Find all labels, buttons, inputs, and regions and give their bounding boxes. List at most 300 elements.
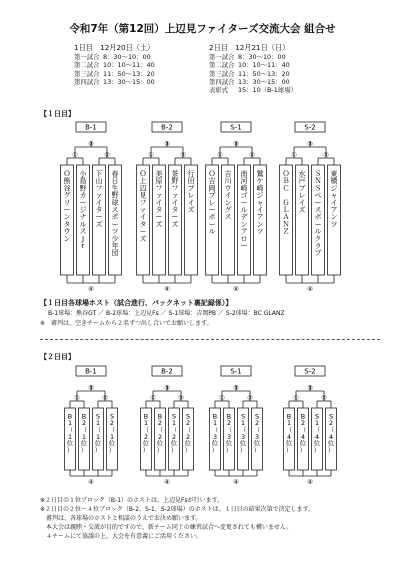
team-name-char: 位 <box>170 439 178 448</box>
day1-schedule-slot-time: 8：30～10：00 <box>103 53 151 62</box>
team-name-char: ズ <box>298 206 306 214</box>
team-name-char: 2 <box>157 419 163 428</box>
team-name-char: B <box>212 412 218 421</box>
team-name-char: ス <box>314 206 322 214</box>
team-name-char: ツ <box>330 220 338 229</box>
team-name-char: 1 <box>314 419 320 428</box>
team-name-char: ァ <box>171 191 179 200</box>
team-name-char: ー <box>171 213 179 222</box>
team-name-char: ウ <box>63 227 71 236</box>
team-name-char: 1 <box>212 419 218 428</box>
day1-schedule-slot-label: 第四試合 <box>74 77 100 86</box>
team-name-char: ズ <box>187 206 195 214</box>
game-number: ② <box>321 394 327 402</box>
team-name-char: 1 <box>143 419 149 428</box>
team-name-char: リ <box>63 198 71 207</box>
team-name-char: ー <box>95 213 103 222</box>
team-name-char: B <box>300 412 306 421</box>
page-title: 令和7年（第12回）上辺見ファイターズ交流大会 組合せ <box>69 23 336 35</box>
team-name-char: S <box>171 412 177 421</box>
team-name-char: ン <box>224 198 232 207</box>
game-number: ① <box>291 151 297 159</box>
team-name-char: Ｏ <box>282 170 290 178</box>
game-number: ③ <box>164 384 170 392</box>
team-name-char: ル <box>240 206 248 214</box>
team-name-char: 吉 <box>224 170 232 178</box>
team-name-char: ） <box>156 446 164 455</box>
team-name-char: （ <box>66 426 74 434</box>
game-number: ① <box>74 394 80 402</box>
day2-schedule-slot-label: 第一試合 <box>209 53 235 62</box>
team-name-char: ー <box>63 206 71 214</box>
team-name-char: （ <box>313 426 321 434</box>
team-name-char: 鷲 <box>256 170 264 178</box>
team-name-char: ズ <box>155 220 163 229</box>
team-name-char: （ <box>170 426 178 434</box>
team-name-char: ラ <box>314 242 322 250</box>
team-name-char: 1 <box>95 419 101 428</box>
team-name-char: 2 <box>226 419 232 428</box>
team-name-char: ス <box>224 213 232 222</box>
team-name-char: ブ <box>187 184 195 193</box>
team-name-char: フ <box>95 184 103 193</box>
team-name-char: （ <box>225 426 233 434</box>
team-name-char: Ｇ <box>282 198 290 207</box>
team-name-char: （ <box>184 426 192 434</box>
team-name-char: 位 <box>285 439 293 448</box>
day2-schedule-slot-time: 8：30～10：00 <box>238 53 286 62</box>
team-name-char: 位 <box>211 439 219 448</box>
team-name-char: 野 <box>171 177 179 186</box>
team-name-char: 位 <box>239 439 247 448</box>
block-name: S-1 <box>230 123 242 132</box>
team-name-char: 水 <box>298 170 306 178</box>
team-name-char: 生 <box>111 184 119 193</box>
game-number: ③ <box>88 140 94 148</box>
game-number: ④ <box>88 285 94 293</box>
team-name-char: ズ <box>171 220 179 229</box>
team-name-char: ー <box>79 198 87 207</box>
team-name-char: ー <box>314 198 322 207</box>
team-name-char: （ <box>80 426 88 434</box>
team-name-char: 2 <box>171 432 177 441</box>
team-name-char: （ <box>253 426 261 434</box>
team-name-char: （ <box>156 426 164 434</box>
team-name-char: イ <box>298 198 306 207</box>
team-name-char: 団 <box>111 249 119 258</box>
team-name-char: B <box>226 412 232 421</box>
team-name-char: 1 <box>81 432 87 441</box>
team-name-char: 位 <box>108 439 116 448</box>
game-number: ④ <box>233 285 239 293</box>
hosts-heading: 【１日目各球場ホスト（試合進行、バックネット裏記録係）】 <box>40 299 233 307</box>
team-name-char: S <box>328 412 334 421</box>
team-name-char: ャ <box>330 191 338 200</box>
team-name-char: Ｓ <box>314 184 322 193</box>
team-name-char: 4 <box>286 432 292 441</box>
team-name-char: タ <box>63 220 71 229</box>
team-name-char: 1 <box>240 419 246 428</box>
block-name: S-2 <box>304 367 316 376</box>
team-name-char: ナ <box>79 213 87 222</box>
team-name-char: S <box>314 412 320 421</box>
day1-label: 【１日目】 <box>40 110 75 118</box>
team-name-char: （ <box>327 426 335 434</box>
team-name-char: イ <box>187 198 195 207</box>
game-number: ① <box>293 394 299 402</box>
day2-schedule-slot-time: 13：30～15：00 <box>238 77 290 86</box>
team-name-char: 2 <box>157 432 163 441</box>
team-name-char: ズ <box>95 220 103 229</box>
team-name-char: ） <box>239 446 247 455</box>
day1-schedule-slot-label: 第一試合 <box>74 53 100 62</box>
team-name-char: ス <box>111 206 119 214</box>
team-name-char: B <box>157 412 163 421</box>
team-name-char: Ｏ <box>63 170 71 178</box>
team-name-char: 美 <box>155 170 163 178</box>
day1-schedule-slot-label: 第三試合 <box>74 69 100 78</box>
team-name-char: ウ <box>224 184 232 193</box>
team-name-char: 吉 <box>208 177 216 186</box>
hosts-line: B-1球場：熊谷GT ／ B-2球場：上辺見Fs ／ S-1球場：吉岡PB ／ S-2球場：BC GLANZ <box>48 310 285 317</box>
team-name-char: タ <box>155 206 163 214</box>
team-name-char: 2 <box>328 419 334 428</box>
day2-schedule-slot-time: 15：10（B-1球場） <box>238 86 297 95</box>
team-name-char: 春 <box>111 170 119 178</box>
block-name: S-1 <box>230 367 242 376</box>
game-number: ④ <box>164 478 170 486</box>
team-name-char: 4 <box>300 432 306 441</box>
team-name-char: イ <box>330 198 338 207</box>
game-number: ③ <box>307 140 313 148</box>
team-name-char: ロ <box>240 234 248 243</box>
team-name-char: フ <box>155 184 163 193</box>
day2-schedule-slot-label: 第二試合 <box>209 61 235 70</box>
note-line: ※２日目の１位ブロック（B-1）のホストは、上辺見Fsが行います。 <box>40 497 224 504</box>
day2-schedule-header: 2日目 12月21日（日） <box>209 43 290 52</box>
team-name-char: ジ <box>79 206 87 214</box>
team-name-char: タ <box>171 206 179 214</box>
team-name-char: B <box>67 412 73 421</box>
team-name-char: ） <box>184 446 192 455</box>
team-name-char: ） <box>94 446 102 455</box>
game-number: ② <box>323 151 329 159</box>
team-name-char: フ <box>139 198 147 207</box>
team-name-char: Ｏ <box>208 170 216 178</box>
team-name-char: ） <box>253 446 261 455</box>
team-name-char: ャ <box>256 198 264 207</box>
team-name-char: 2 <box>300 419 306 428</box>
team-name-char: 日 <box>111 177 119 186</box>
team-name-char: 岡 <box>208 184 216 193</box>
team-name-char: 崎 <box>240 184 248 193</box>
team-name-char: ズ <box>139 234 147 243</box>
team-name-char: 1 <box>109 432 115 441</box>
team-name-char: 位 <box>253 439 261 448</box>
team-name-char: 位 <box>94 439 102 448</box>
team-name-char: 年 <box>111 242 119 250</box>
team-name-char: 2 <box>143 432 149 441</box>
team-name-char: （ <box>94 426 102 434</box>
game-number: ④ <box>307 478 313 486</box>
team-name-char: ） <box>142 446 150 455</box>
team-name-char: 球 <box>111 198 119 207</box>
team-name-char: 少 <box>111 234 119 243</box>
team-name-char: ー <box>208 206 216 214</box>
team-name-char: 2 <box>185 432 191 441</box>
team-name-char: 野 <box>79 184 87 193</box>
team-name-char: 位 <box>80 439 88 448</box>
team-name-char: ー <box>314 220 322 229</box>
team-name-char: Ａ <box>282 213 290 222</box>
team-name-char: ー <box>240 198 248 207</box>
team-name-char: 河 <box>240 177 248 186</box>
team-name-char: 位 <box>313 439 321 448</box>
team-name-char: ン <box>256 220 264 229</box>
block-name: B-1 <box>85 367 97 376</box>
team-name-char: ル <box>208 227 216 236</box>
team-name-char: 戸 <box>298 177 306 186</box>
team-name-char: 川 <box>224 177 232 186</box>
team-name-char: ） <box>170 446 178 455</box>
team-name-char: ボ <box>314 213 322 222</box>
day2-schedule-slot-label: 第四試合 <box>209 77 235 86</box>
team-name-char: ） <box>299 446 307 455</box>
team-name-char: 1 <box>67 432 73 441</box>
team-name-char: ア <box>240 227 248 236</box>
team-name-char: 小 <box>79 170 87 178</box>
team-name-char: S <box>185 412 191 421</box>
team-name-char: Ｎ <box>314 177 322 186</box>
team-name-char: ー <box>155 213 163 222</box>
team-name-char: タ <box>95 206 103 214</box>
team-name-char: 2 <box>185 419 191 428</box>
team-name-char: ン <box>240 220 248 229</box>
team-name-char: ス <box>79 227 87 236</box>
note-line: 本大会は親睦・交流が目的ですので、新チーム同士の練習試合へ変更されても構いません。 <box>40 524 293 531</box>
team-name-char: 3 <box>212 432 218 441</box>
team-name-char: Ｎ <box>282 220 290 229</box>
team-name-char: ケ <box>256 177 264 186</box>
team-name-char: ー <box>240 242 248 250</box>
note-line: ※２日目の２位～４位ブロック（B-2、S-1、S-2球場）のホストは、１日目の結果次第で決定します。 <box>40 506 315 513</box>
team-name-char: 位 <box>66 439 74 448</box>
team-name-char: レ <box>298 191 306 200</box>
team-name-char: ） <box>313 446 321 455</box>
team-name-char: ジ <box>256 191 264 200</box>
team-name-char: 3 <box>226 432 232 441</box>
team-name-char: （ <box>299 426 307 434</box>
team-name-char: （ <box>211 426 219 434</box>
team-name-char: （ <box>285 426 293 434</box>
team-name-char: 辺 <box>139 184 147 193</box>
team-name-char: 行 <box>187 170 195 178</box>
team-name-char: グ <box>63 191 71 200</box>
team-name-char: 4 <box>328 432 334 441</box>
team-name-char: B <box>286 412 292 421</box>
team-name-char: カ <box>79 191 87 200</box>
team-name-char: 上 <box>139 177 147 186</box>
team-name-char: ） <box>66 446 74 455</box>
team-name-char: ベ <box>314 191 322 200</box>
team-name-char: ァ <box>155 191 163 200</box>
day2-schedule-slot-time: 11：50～13：20 <box>238 69 290 78</box>
team-name-char: ジ <box>330 184 338 193</box>
team-name-char: ） <box>108 446 116 455</box>
team-name-char: 位 <box>225 439 233 448</box>
team-name-char: 2 <box>81 419 87 428</box>
day2-schedule-slot-label: 表彰式 <box>209 86 229 95</box>
team-name-char: 野 <box>111 191 119 200</box>
divider <box>40 339 380 340</box>
game-number: ② <box>249 151 255 159</box>
team-name-char: ァ <box>95 191 103 200</box>
team-name-char: 東 <box>330 170 338 178</box>
team-name-char: r <box>81 242 85 250</box>
team-name-char: Ｌ <box>282 206 290 214</box>
day1-schedule-slot-label: 第二試合 <box>74 61 100 70</box>
team-name-char: 3 <box>254 432 260 441</box>
team-name-char: Ｓ <box>314 170 322 178</box>
team-name-char: S <box>240 412 246 421</box>
team-name-char: 下 <box>95 170 103 178</box>
team-name-char: ） <box>285 446 293 455</box>
game-number: ② <box>104 151 110 159</box>
team-name-char: ） <box>80 446 88 455</box>
team-name-char: 2 <box>109 419 115 428</box>
team-name-char: 見 <box>139 191 147 200</box>
game-number: ④ <box>307 285 313 293</box>
team-name-char: 熊 <box>63 177 71 186</box>
team-name-char: ー <box>208 220 216 229</box>
game-number: ② <box>178 394 184 402</box>
team-name-char: ブ <box>298 184 306 193</box>
team-name-char: B <box>81 412 87 421</box>
team-name-char: （ <box>239 426 247 434</box>
game-number: ② <box>180 151 186 159</box>
game-number: ③ <box>88 384 94 392</box>
game-number: ③ <box>307 384 313 392</box>
team-name-char: ァ <box>139 206 147 214</box>
team-name-char: S <box>109 412 115 421</box>
day2-schedule-slot-time: 10：10～11：40 <box>238 61 290 70</box>
team-name-char: 1 <box>171 419 177 428</box>
team-name-char: 崎 <box>256 184 264 193</box>
team-name-char: ツ <box>256 227 264 236</box>
team-name-char: 田 <box>187 177 195 186</box>
day1-schedule-slot-time: 11：50～13：20 <box>103 69 155 78</box>
team-name-char: レ <box>208 198 216 207</box>
team-name-char: フ <box>171 184 179 193</box>
team-name-char: 原 <box>155 177 163 186</box>
team-name-char: 1 <box>286 419 292 428</box>
game-number: ② <box>247 394 253 402</box>
block-name: S-2 <box>304 123 316 132</box>
team-name-char: イ <box>155 198 163 207</box>
team-name-char: レ <box>187 191 195 200</box>
team-name-char: ） <box>211 446 219 455</box>
note-line: 審判は、各球場のホストと相談のうえでお決め願います。 <box>40 515 202 522</box>
block-name: B-2 <box>161 123 173 132</box>
game-number: ③ <box>164 140 170 148</box>
referee-note: ※ 審判は、空きチームから２名ずつ出し合いでお願いします。 <box>40 320 213 327</box>
day1-schedule-slot-time: 13：30～15：00 <box>103 77 155 86</box>
game-number: ① <box>219 394 225 402</box>
team-name-char: Ｏ <box>139 170 147 178</box>
team-name-char: 山 <box>95 177 103 186</box>
game-number: ④ <box>164 285 170 293</box>
team-name-char: 位 <box>142 439 150 448</box>
block-name: B-2 <box>161 367 173 376</box>
team-name-char: Ｂ <box>282 177 290 186</box>
team-name-char: 4 <box>314 432 320 441</box>
day2-schedule-slot-label: 第三試合 <box>209 69 235 78</box>
team-name-char: 2 <box>254 419 260 428</box>
team-name-char: J <box>81 234 85 243</box>
team-name-char: （ <box>142 426 150 434</box>
game-number: ③ <box>233 384 239 392</box>
team-name-char: イ <box>139 213 147 222</box>
team-name-char: 1 <box>95 432 101 441</box>
team-name-char: イ <box>95 198 103 207</box>
team-name-char: 茶 <box>171 170 179 178</box>
team-name-char: 谷 <box>63 184 71 193</box>
team-name-char: ア <box>330 206 338 214</box>
team-name-char: （ <box>108 426 116 434</box>
team-name-char: 横 <box>330 177 338 186</box>
day1-schedule-slot-time: 10：10～11：40 <box>103 61 155 70</box>
team-name-char: ン <box>330 213 338 222</box>
note-line: ４チームにて協議の上、大会を有意義にご活用ください。 <box>40 533 203 540</box>
team-name-char: ツ <box>111 227 119 236</box>
team-name-char: 位 <box>156 439 164 448</box>
team-name-char: ン <box>63 234 71 243</box>
team-name-char: 位 <box>299 439 307 448</box>
team-name-char: ゴ <box>240 191 248 200</box>
team-name-char: ） <box>327 446 335 455</box>
team-name-char: ル <box>79 220 87 229</box>
team-name-char: 位 <box>327 439 335 448</box>
team-name-char: 1 <box>67 419 73 428</box>
team-name-char: ア <box>256 213 264 222</box>
team-name-char: イ <box>171 198 179 207</box>
notes <box>40 496 314 541</box>
game-number: ④ <box>233 478 239 486</box>
team-name-char: 位 <box>184 439 192 448</box>
game-number: ① <box>150 394 156 402</box>
team-name-char: グ <box>224 206 232 214</box>
team-name-char: イ <box>256 206 264 214</box>
game-number: ① <box>148 151 154 159</box>
team-name-char: ブ <box>314 249 322 258</box>
team-name-char: S <box>95 412 101 421</box>
team-name-char: ブ <box>208 191 216 200</box>
game-number: ② <box>102 394 108 402</box>
team-name-char: 3 <box>240 432 246 441</box>
team-name-char: ル <box>314 227 322 236</box>
day1-schedule-header: 1日目 12月20日（土） <box>74 43 155 52</box>
team-name-char: タ <box>139 220 147 229</box>
game-number: ③ <box>233 140 239 148</box>
team-name-char: S <box>254 412 260 421</box>
team-name-char: ク <box>314 234 322 243</box>
team-name-char: デ <box>240 213 248 222</box>
team-name-char: ポ <box>111 213 119 222</box>
block-name: B-1 <box>85 123 97 132</box>
team-name-char: Ｚ <box>282 227 290 236</box>
game-number: ① <box>217 151 223 159</box>
team-name-char: 島 <box>79 177 87 186</box>
